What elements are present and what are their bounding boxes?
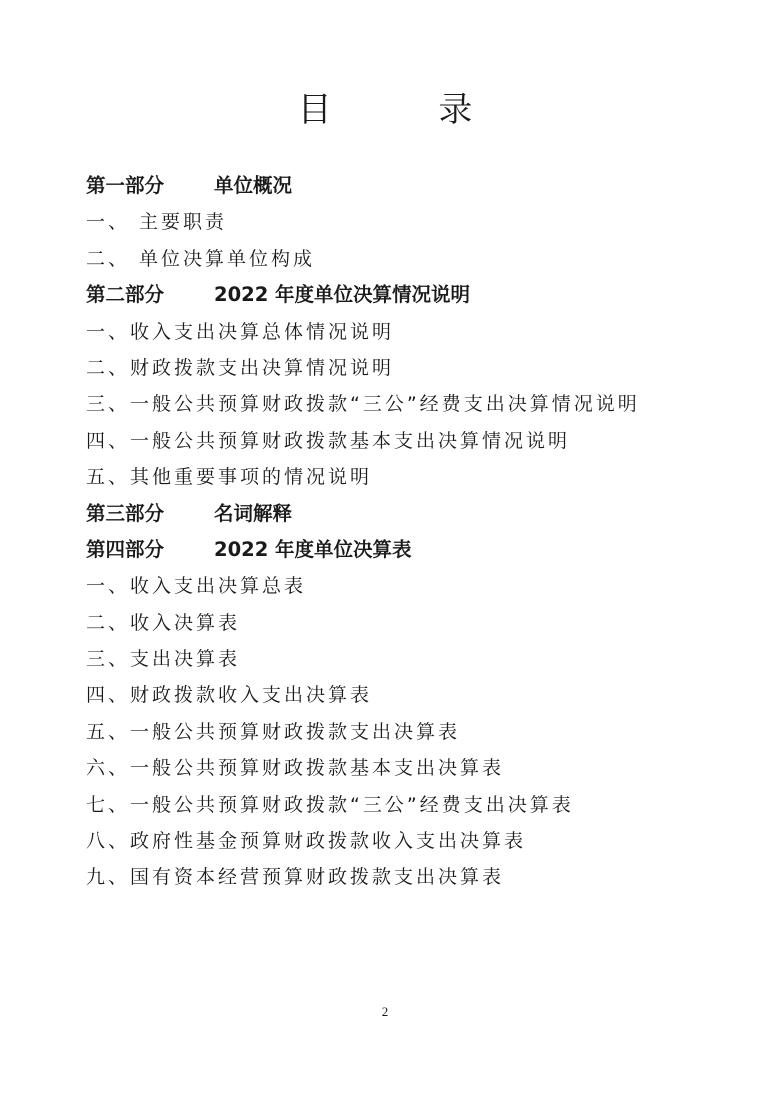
toc-item[interactable]: 一、收入支出决算总体情况说明 [86,320,395,343]
part-title: 名词解释 [214,501,293,525]
toc-part-4[interactable] [86,532,726,568]
toc-item[interactable]: 三、支出决算表 [86,648,241,671]
part-label: 第四部分 [86,537,165,561]
toc-item[interactable]: 三、一般公共预算财政拨款“三公”经费支出决算情况说明 [86,393,640,416]
table-of-contents [86,168,726,896]
toc-item[interactable]: 七、一般公共预算财政拨款“三公”经费支出决算表 [86,793,574,816]
toc-item[interactable]: 六、一般公共预算财政拨款基本支出决算表 [86,757,505,780]
part-label: 第三部分 [86,501,165,525]
toc-part-1[interactable] [86,168,726,204]
document-title: 目 录 [297,90,521,130]
toc-item[interactable]: 八、政府性基金预算财政拨款收入支出决算表 [86,830,527,853]
toc-item[interactable]: 九、国有资本经营预算财政拨款支出决算表 [86,866,505,889]
toc-item[interactable]: 五、其他重要事项的情况说明 [86,466,373,489]
part-label: 第一部分 [86,174,165,197]
toc-item[interactable]: 二、收入决算表 [86,611,241,634]
toc-item[interactable]: 二、财政拨款支出决算情况说明 [86,356,395,379]
toc-part-2[interactable] [86,277,726,313]
toc-item[interactable]: 一、 主要职责 [86,211,228,234]
page-number: 2 [381,1004,389,1019]
toc-item[interactable]: 四、财政拨款收入支出决算表 [86,684,373,707]
part-title: 2022 年度单位决算情况说明 [214,283,471,307]
part-title: 2022 年度单位决算表 [214,537,412,561]
part-title: 单位概况 [214,174,293,197]
part-label: 第二部分 [86,283,165,307]
toc-part-3[interactable] [86,496,726,532]
toc-item[interactable]: 一、收入支出决算总表 [86,575,307,598]
toc-item[interactable]: 四、一般公共预算财政拨款基本支出决算情况说明 [86,429,571,452]
toc-item[interactable]: 二、 单位决算单位构成 [86,247,316,270]
toc-item[interactable]: 五、一般公共预算财政拨款支出决算表 [86,720,461,743]
